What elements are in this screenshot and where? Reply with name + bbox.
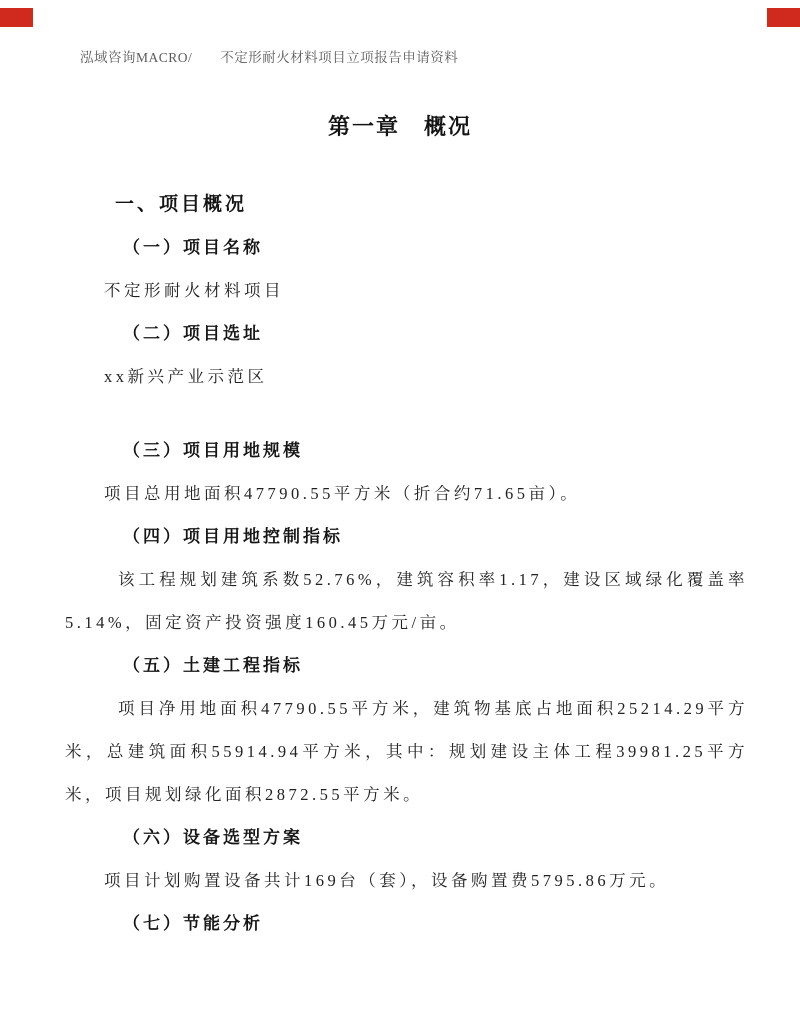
- chapter-title: 第一章 概况: [327, 114, 472, 139]
- section-heading: （一）项目名称: [123, 238, 263, 257]
- header-brand: 泓域咨询MACRO/: [80, 50, 193, 65]
- page-corner-mark-right: [767, 8, 800, 27]
- section-group-heading: 一、项目概况: [115, 194, 248, 215]
- section-heading: （五）土建工程指标: [123, 656, 303, 675]
- paragraph: 项目计划购置设备共计169台（套），设备购置费5795.86万元。: [104, 871, 670, 890]
- section-heading: （六）设备选型方案: [123, 828, 303, 847]
- document-body: [65, 183, 748, 945]
- spacer: [65, 398, 748, 429]
- section-heading: （四）项目用地控制指标: [123, 527, 343, 546]
- paragraph: 不定形耐火材料项目: [104, 281, 284, 300]
- paragraph: xx新兴产业示范区: [104, 367, 268, 386]
- page-corner-mark-left: [0, 8, 33, 27]
- paragraph: 该工程规划建筑系数52.76%，建筑容积率1.17，建设区域绿化覆盖率5.14%，固定资产投资强度160.45万元/亩。: [65, 570, 748, 632]
- section-heading: （七）节能分析: [123, 914, 263, 933]
- paragraph: 项目净用地面积47790.55平方米，建筑物基底占地面积25214.29平方米，总建筑面积55914.94平方米，其中：规划建设主体工程39981.25平方米，项目规划绿化面积2872.55平方米。: [65, 699, 748, 804]
- paragraph: 项目总用地面积47790.55平方米（折合约71.65亩）。: [104, 484, 581, 503]
- header-doc-title: 不定形耐火材料项目立项报告申请资料: [220, 50, 459, 65]
- section-heading: （二）项目选址: [123, 324, 263, 343]
- section-heading: （三）项目用地规模: [123, 441, 303, 460]
- page-header: [0, 0, 800, 66]
